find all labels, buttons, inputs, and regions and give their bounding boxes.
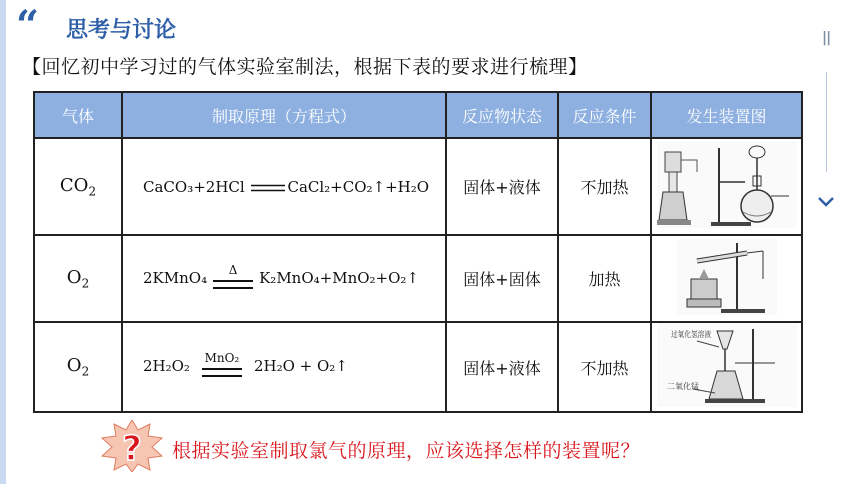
state-cell: 固体+固体	[446, 235, 558, 322]
gas-cell: $CO_2$	[34, 138, 122, 235]
gas-preparation-table	[33, 91, 803, 413]
equation-left: 2KMnO₄	[143, 268, 208, 287]
page-title: 思考与讨论	[66, 18, 177, 43]
state-cell: 固体+液体	[446, 322, 558, 412]
left-accent-bar	[0, 0, 6, 484]
table-row	[34, 322, 802, 412]
apparatus-cell	[651, 138, 802, 235]
flask-apparatus-icon	[657, 142, 797, 228]
equals-sign	[251, 184, 285, 192]
page-subtitle: 【回忆初中学习过的气体实验室制法，根据下表的要求进行梳理】	[22, 56, 588, 78]
condition-cell: 加热	[558, 235, 651, 322]
equation-cell	[122, 322, 446, 412]
header-gas: 气体	[34, 92, 122, 138]
progress-line	[826, 72, 827, 172]
equation-cell	[122, 138, 446, 235]
header-reactant-state: 反应物状态	[446, 92, 558, 138]
pause-icon[interactable]: ||	[822, 30, 831, 46]
equation-left: CaCO₃+2HCl	[143, 177, 245, 196]
equation-right: 2H₂O + O₂↑	[253, 357, 348, 375]
condition-cell: 不加热	[558, 322, 651, 412]
apparatus-cell	[651, 235, 802, 322]
chevron-down-icon[interactable]	[817, 196, 835, 208]
equation-right: K₂MnO₄+MnO₂+O₂↑	[259, 268, 419, 287]
question-text: 根据实验室制取氯气的原理，应该选择怎样的装置呢？	[172, 440, 641, 462]
table-header-row	[34, 92, 802, 138]
gas-cell: $O_2$	[34, 322, 122, 412]
header-apparatus: 发生装置图	[651, 92, 802, 138]
equation-left: 2H₂O₂	[143, 357, 190, 375]
funnel-flask-apparatus-icon	[657, 323, 797, 407]
condition-cell: 不加热	[558, 138, 651, 235]
equation-right: CaCl₂+CO₂↑+H₂O	[287, 177, 430, 196]
question-mark-icon	[100, 420, 164, 472]
apparatus-label-mno2: 二氧化锰	[666, 382, 699, 391]
header-reaction-condition: 反应条件	[558, 92, 651, 138]
heating-apparatus-icon	[677, 239, 777, 315]
table-row	[34, 235, 802, 322]
apparatus-label-peroxide: 过氧化氢溶液	[670, 330, 719, 339]
gas-cell: $O_2$	[34, 235, 122, 322]
reaction-condition-mark: Δ	[213, 267, 253, 291]
equation-cell	[122, 235, 446, 322]
header-principle: 制取原理（方程式）	[122, 92, 446, 138]
quote-mark-icon: “	[16, 2, 36, 49]
svg-text:?: ?	[122, 429, 142, 469]
apparatus-cell	[651, 322, 802, 412]
table-row	[34, 138, 802, 235]
state-cell: 固体+液体	[446, 138, 558, 235]
reaction-condition-mark: MnO₂	[202, 355, 242, 379]
